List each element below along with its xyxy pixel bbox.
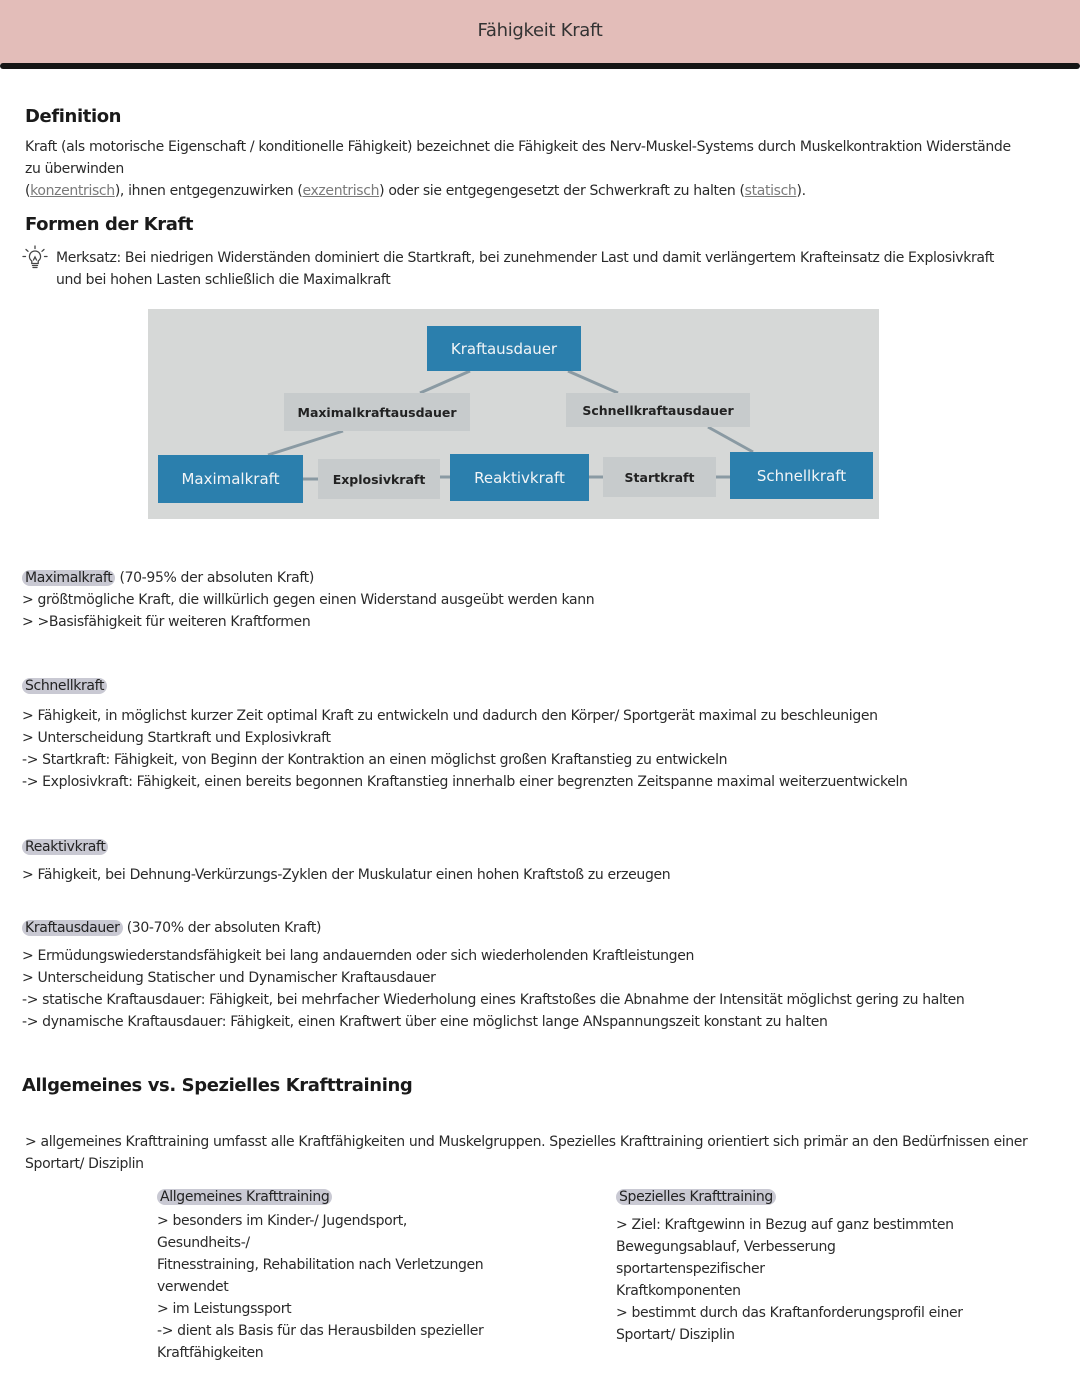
kraftausdauer-line: -> statische Kraftausdauer: Fähigkeit, bei mehrfacher Wiederholung eines Kraftstoßes die Abnahme der Intensität möglichst gering zu halten — [22, 992, 965, 1008]
training-intro: > allgemeines Krafttraining umfasst alle Kraftfähigkeiten und Muskelgruppen. Spezielles Krafttraining orientiert sich primär an den Bedürfnissen einer Sportart/ Disziplin — [25, 1134, 1028, 1172]
diagram-node-explosivkraft: Explosivkraft — [318, 459, 440, 499]
reaktivkraft-label: Reaktivkraft — [22, 839, 108, 855]
reaktivkraft-line: > Fähigkeit, bei Dehnung-Verkürzungs-Zyklen der Muskulatur einen hohen Kraftstoß zu erzeugen — [22, 867, 671, 883]
lightbulb-icon — [22, 245, 48, 271]
kraftausdauer-label: Kraftausdauer — [22, 920, 123, 936]
speziell-line: Sportart/ Disziplin — [616, 1327, 735, 1343]
kraftausdauer-line: > Ermüdungswiederstandsfähigkeit bei lang andauernden oder sich wiederholenden Kraftleistungen — [22, 948, 694, 964]
allgemein-line: verwendet — [157, 1279, 229, 1295]
maximalkraft-label: Maximalkraft — [22, 570, 115, 586]
definition-link-konzentrisch[interactable]: konzentrisch — [30, 183, 115, 199]
diagram-node-kraftausdauer: Kraftausdauer — [427, 326, 581, 371]
reaktivkraft-section — [22, 836, 1022, 886]
kraftausdauer-line: -> dynamische Kraftausdauer: Fähigkeit, einen Kraftwert über eine möglichst lange ANspannungszeit konstant zu halten — [22, 1014, 828, 1030]
schnellkraft-line: > Fähigkeit, in möglichst kurzer Zeit optimal Kraft zu entwickeln und dadurch den Körper/ Sportgerät maximal zu beschleunigen — [22, 708, 878, 724]
schnellkraft-label: Schnellkraft — [22, 678, 107, 694]
definition-heading: Definition — [25, 106, 122, 127]
definition-part4: ). — [796, 183, 806, 199]
maximalkraft-line: > größtmögliche Kraft, die willkürlich gegen einen Widerstand ausgeübt werden kann — [22, 592, 595, 608]
maximalkraft-line: > >Basisfähigkeit für weiteren Kraftformen — [22, 614, 311, 630]
merksatz-text: Merksatz: Bei niedrigen Widerständen dominiert die Startkraft, bei zunehmender Last und damit verlängertem Krafteinsatz die Explosivkraft und bei hohen Lasten schließlich die Maximalkraft — [56, 250, 995, 288]
page-header — [0, 0, 1080, 64]
speziell-line: > Ziel: Kraftgewinn in Bezug auf ganz bestimmten — [616, 1217, 954, 1233]
definition-part1: Kraft (als motorische Eigenschaft / konditionelle Fähigkeit) bezeichnet die Fähigkeit des Nerv-Muskel-Systems durch Muskelkontraktion Widerstände zu überwinden — [25, 139, 1011, 177]
allgemeines-krafttraining-column — [157, 1186, 487, 1364]
allgemein-line: Fitnesstraining, Rehabilitation nach Verletzungen — [157, 1257, 484, 1273]
definition-part3: ) oder sie entgegengesetzt der Schwerkraft zu halten ( — [379, 183, 745, 199]
kraftausdauer-note: (30-70% der absoluten Kraft) — [122, 920, 322, 936]
page-title: Fähigkeit Kraft — [477, 20, 603, 41]
definition-link-statisch[interactable]: statisch — [744, 183, 797, 199]
schnellkraft-line: -> Startkraft: Fähigkeit, von Beginn der Kontraktion an einen möglichst großen Kraftanstieg zu entwickeln — [22, 752, 728, 768]
schnellkraft-line: > Unterscheidung Startkraft und Explosivkraft — [22, 730, 331, 746]
schnellkraft-line: -> Explosivkraft: Fähigkeit, einen bereits begonnen Kraftanstieg innerhalb einer begrenzten Zeitspanne maximal weiterzuentwickeln — [22, 774, 908, 790]
diagram-node-maximalkraftausdauer: Maximalkraftausdauer — [284, 393, 470, 431]
allgemein-line: -> dient als Basis für das Herausbilden spezieller — [157, 1323, 484, 1339]
definition-text: Kraft (als motorische Eigenschaft / konditionelle Fähigkeit) bezeichnet die Fähigkeit des Nerv-Muskel-Systems durch Muskelkontraktion Widerstände zu überwinden (konzentrisch), ihnen entgegenzuwirken (exzentrisch) oder sie entgegengesetzt der Schwerkraft zu halten (statisch). — [25, 139, 1011, 199]
definition-part2: ), ihnen entgegenzuwirken ( — [114, 183, 303, 199]
diagram-node-startkraft: Startkraft — [603, 457, 716, 497]
allgemein-line: > im Leistungssport — [157, 1301, 292, 1317]
diagram-node-reaktivkraft: Reaktivkraft — [450, 454, 589, 501]
formen-heading: Formen der Kraft — [25, 214, 194, 235]
spezielles-krafttraining-label: Spezielles Krafttraining — [616, 1189, 776, 1205]
speziell-line: Kraftkomponenten — [616, 1283, 741, 1299]
kraftausdauer-line: > Unterscheidung Statischer und Dynamischer Kraftausdauer — [22, 970, 436, 986]
allgemein-line: > besonders im Kinder-/ Jugendsport, Gesundheits-/ — [157, 1213, 408, 1251]
diagram-node-schnellkraft: Schnellkraft — [730, 452, 873, 499]
maximalkraft-note: (70-95% der absoluten Kraft) — [115, 570, 314, 586]
training-heading: Allgemeines vs. Spezielles Krafttraining — [22, 1075, 413, 1096]
schnellkraft-section — [22, 675, 1022, 793]
kraftausdauer-section — [22, 917, 1042, 1033]
spezielles-krafttraining-column — [616, 1186, 976, 1346]
diagram-node-maximalkraft: Maximalkraft — [158, 455, 303, 503]
allgemein-line: Kraftfähigkeiten — [157, 1345, 264, 1361]
header-divider — [0, 63, 1080, 69]
speziell-line: > bestimmt durch das Kraftanforderungsprofil einer — [616, 1305, 963, 1321]
diagram-node-schnellkraftausdauer: Schnellkraftausdauer — [566, 393, 750, 427]
kraft-diagram — [148, 309, 879, 519]
allgemeines-krafttraining-label: Allgemeines Krafttraining — [157, 1189, 332, 1205]
merksatz-block — [22, 247, 1022, 291]
definition-link-exzentrisch[interactable]: exzentrisch — [302, 183, 380, 199]
maximalkraft-section — [22, 567, 1022, 633]
speziell-line: Bewegungsablauf, Verbesserung sportartenspezifischer — [616, 1239, 836, 1277]
